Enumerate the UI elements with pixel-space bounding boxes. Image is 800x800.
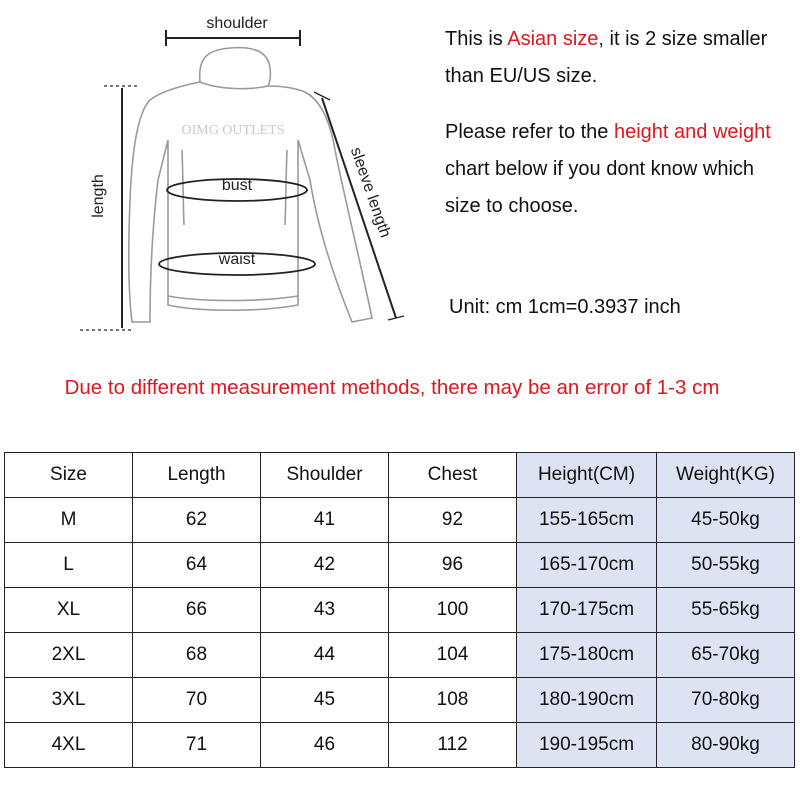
cell-shoulder: 46 [261,723,389,768]
length-label: length [90,174,107,218]
length-dimension [80,86,140,330]
cell-size: 3XL [5,678,133,723]
table-row [5,588,795,633]
waist-label: waist [218,251,256,268]
sleeve-label: sleeve length [346,145,394,240]
cell-length: 66 [133,588,261,633]
watermark-text: OIMG OUTLETS [181,123,285,138]
header-length: Length [133,453,261,498]
cell-height: 170-175cm [517,588,657,633]
sleeve-dimension [314,92,404,320]
header-chest: Chest [389,453,517,498]
height-weight-highlight: height and weight [613,121,771,143]
cell-size: 4XL [5,723,133,768]
cell-shoulder: 41 [261,498,389,543]
header-height: Height(CM) [517,453,657,498]
cell-chest: 92 [389,498,517,543]
size-chart-table [4,452,795,768]
table-row [5,723,795,768]
cell-length: 71 [133,723,261,768]
cell-size: L [5,543,133,588]
cell-weight: 80-90kg [657,723,795,768]
refer-note-text-end: chart below if you dont know which size to choose. [445,158,755,217]
cell-weight: 45-50kg [657,498,795,543]
unit-conversion-note: Unit: cm 1cm=0.3937 inch [449,296,681,318]
cell-height: 180-190cm [517,678,657,723]
measurement-disclaimer: Due to different measurement methods, there may be an error of 1-3 cm [64,376,720,399]
cell-size: XL [5,588,133,633]
cell-length: 62 [133,498,261,543]
cell-chest: 96 [389,543,517,588]
table-row [5,498,795,543]
cell-height: 175-180cm [517,633,657,678]
table-row [5,543,795,588]
table-header-row [5,453,795,498]
bust-label: bust [221,177,253,194]
size-note-text-end: , it is 2 size smaller than EU/US size. [445,28,768,87]
shoulder-dimension [166,30,300,46]
asian-size-note [445,21,785,95]
cell-length: 70 [133,678,261,723]
header-weight: Weight(KG) [657,453,795,498]
cell-shoulder: 42 [261,543,389,588]
cell-shoulder: 44 [261,633,389,678]
garment-measurement-diagram [60,0,440,350]
refer-note-text: Please refer to the [445,121,614,143]
asian-size-highlight: Asian size [507,28,599,50]
cell-chest: 108 [389,678,517,723]
refer-chart-note [445,114,785,225]
shoulder-label: shoulder [206,15,268,32]
cell-size: 2XL [5,633,133,678]
table-row [5,633,795,678]
cell-shoulder: 43 [261,588,389,633]
cell-chest: 112 [389,723,517,768]
cell-height: 155-165cm [517,498,657,543]
cell-height: 165-170cm [517,543,657,588]
cell-weight: 70-80kg [657,678,795,723]
table-row [5,678,795,723]
cell-size: M [5,498,133,543]
cell-weight: 55-65kg [657,588,795,633]
cell-weight: 50-55kg [657,543,795,588]
cell-weight: 65-70kg [657,633,795,678]
cell-height: 190-195cm [517,723,657,768]
size-note-text: This is [445,28,508,50]
cell-shoulder: 45 [261,678,389,723]
header-shoulder: Shoulder [261,453,389,498]
header-size: Size [5,453,133,498]
cell-chest: 100 [389,588,517,633]
cell-length: 64 [133,543,261,588]
cell-length: 68 [133,633,261,678]
cell-chest: 104 [389,633,517,678]
